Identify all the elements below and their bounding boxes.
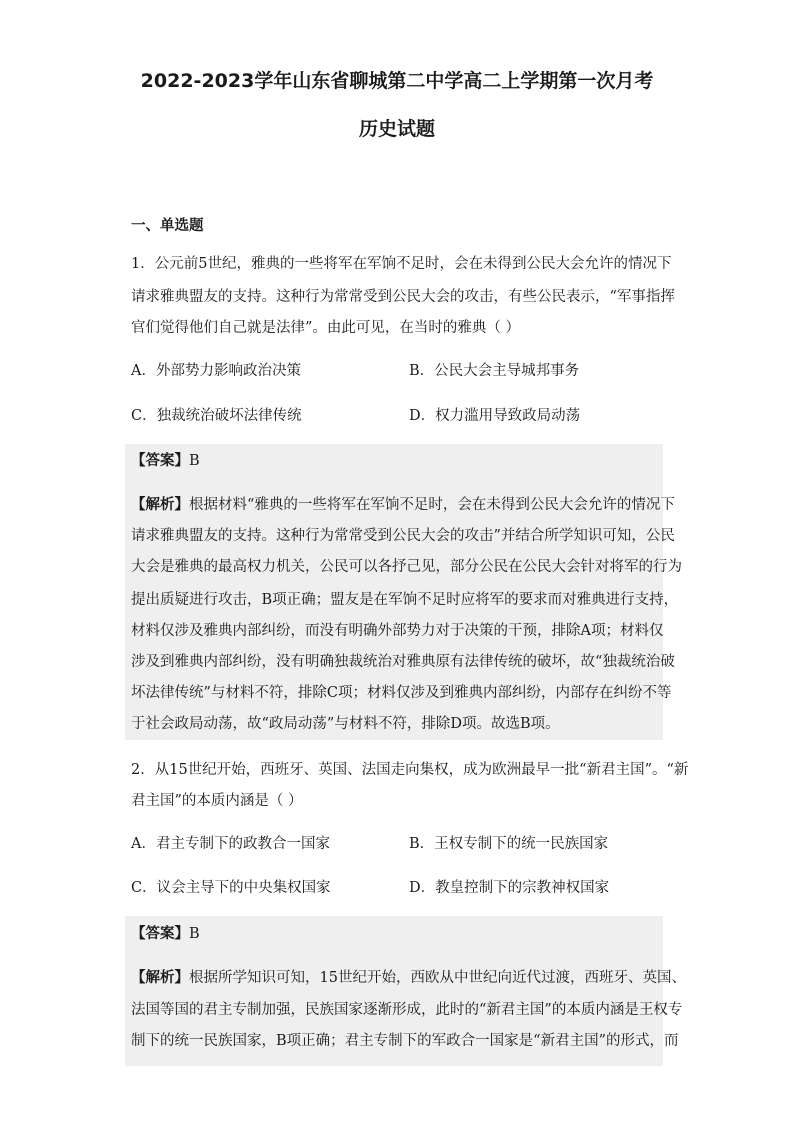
q1-analysis-line: 大会是雅典的最高权力机关，公民可以各抒己见，部分公民在公民大会针对将军的行为 — [131, 559, 682, 575]
document-title: 2022-2023学年山东省聊城第二中学高二上学期第一次月考 — [140, 70, 654, 92]
analysis-label: 【解析】 — [131, 970, 189, 986]
q1-option-b: B．公民大会主导城邦事务 — [409, 363, 580, 379]
section-heading: 一、单选题 — [131, 218, 204, 234]
answer-value: B — [189, 453, 200, 469]
q2-option-a: A．君主专制下的政教合一国家 — [131, 836, 330, 852]
analysis-text: 根据所学知识可知，15世纪开始，西欧从中世纪向近代过渡，西班牙、英国、 — [189, 970, 686, 986]
analysis-text: 根据材料“雅典的一些将军在军饷不足时，会在未得到公民大会允许的情况下 — [189, 497, 675, 513]
q1-analysis-line: 提出质疑进行攻击，B项正确；盟友是在军饷不足时应将军的要求而对雅典进行支持， — [131, 592, 679, 608]
q1-option-c: C．独裁统治破坏法律传统 — [131, 408, 302, 424]
q1-stem-line: 请求雅典盟友的支持。这种行为常常受到公民大会的攻击，有些公民表示，“军事指挥 — [131, 289, 675, 305]
q1-answer — [131, 451, 200, 471]
q1-analysis-line: 于社会政局动荡，故“政局动荡”与材料不符，排除D项。故选B项。 — [131, 716, 560, 732]
q1-stem-line: 官们觉得他们自己就是法律”。由此可见，在当时的雅典（ ） — [131, 320, 521, 336]
answer-value: B — [189, 926, 200, 942]
q1-analysis-line: 坏法律传统”与材料不符，排除C项；材料仅涉及到雅典内部纠纷，内部存在纠纷不等 — [131, 685, 672, 701]
q1-option-d: D．权力滥用导致政局动荡 — [409, 408, 581, 424]
q1-stem-line: 1．公元前5世纪，雅典的一些将军在军饷不足时，会在未得到公民大会允许的情况下 — [131, 256, 672, 272]
answer-label: 【答案】 — [131, 453, 189, 469]
q2-answer — [131, 924, 200, 944]
q2-analysis-line: 法国等国的君主专制加强，民族国家逐渐形成，此时的“新君主国”的本质内涵是王权专 — [131, 1002, 683, 1018]
q1-analysis-line: 请求雅典盟友的支持。这种行为常常受到公民大会的攻击”并结合所学知识可知，公民 — [131, 528, 675, 544]
q2-option-d: D．教皇控制下的宗教神权国家 — [409, 880, 610, 896]
q1-analysis-line: 材料仅涉及雅典内部纠纷，而没有明确外部势力对于决策的干预，排除A项；材料仅 — [131, 623, 664, 639]
answer-label: 【答案】 — [131, 926, 189, 942]
q2-analysis-line: 制下的统一民族国家，B项正确；君主专制下的军政合一国家是“新君主国”的形式，而 — [131, 1033, 679, 1049]
document-subtitle: 历史试题 — [358, 118, 435, 140]
q2-analysis-line — [131, 968, 686, 988]
analysis-label: 【解析】 — [131, 497, 189, 513]
q2-stem-line: 2．从15世纪开始，西班牙、英国、法国走向集权，成为欧洲最早一批“新君主国”。“新 — [131, 762, 689, 778]
q1-analysis-line: 涉及到雅典内部纠纷，没有明确独裁统治对雅典原有法律传统的破坏，故“独裁统治破 — [131, 654, 675, 670]
q1-option-a: A．外部势力影响政治决策 — [131, 363, 301, 379]
q2-option-b: B．王权专制下的统一民族国家 — [409, 836, 609, 852]
q2-option-c: C．议会主导下的中央集权国家 — [131, 880, 331, 896]
q1-analysis-line — [131, 495, 675, 515]
q2-stem-line: 君主国”的本质内涵是（ ） — [131, 793, 303, 809]
